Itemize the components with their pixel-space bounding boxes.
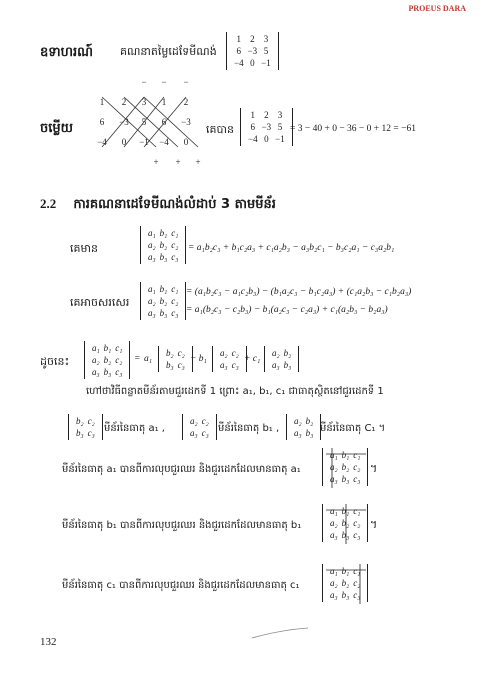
sarrus-cell: 1 xyxy=(161,97,167,107)
matrix-cell: c₃ xyxy=(177,360,185,370)
matrix-cell: a₁ xyxy=(148,228,156,238)
therefore-matrix xyxy=(84,341,130,379)
matrix-cell: a₁ xyxy=(330,450,338,460)
matrix-cell: 3 xyxy=(263,34,269,44)
strike-lines xyxy=(322,448,370,568)
strike-lines-c xyxy=(322,564,370,608)
matrix-cell: a₂ xyxy=(92,355,100,365)
section-title: ការគណនាដេទែមីណង់លំដាប់ 3 តាមមីន័រ xyxy=(73,197,276,212)
matrix-cell: c₁ xyxy=(171,284,179,294)
matrix-cell: b₁ xyxy=(159,284,168,294)
matrix-cell: −4 xyxy=(234,58,244,68)
sarrus-cell: 1 xyxy=(99,97,105,107)
matrix-cell: a₃ xyxy=(330,474,338,484)
matrix-cell: b₂ xyxy=(341,518,350,528)
coef-a: a₁ xyxy=(144,354,153,364)
therefore-label: ដូចនេះ xyxy=(40,355,70,368)
matrix-cell: b₁ xyxy=(103,343,112,353)
matrix-cell: 3 xyxy=(277,110,283,120)
matrix-cell: c₂ xyxy=(353,518,361,528)
minor-a-caption: មីន័រនៃធាតុ a₁ , xyxy=(104,423,165,434)
section-number: 2.2 xyxy=(40,196,57,211)
matrix-cell: b₂ xyxy=(159,296,168,306)
sarrus-cell: 5 xyxy=(141,117,147,127)
minor-b-caption: មីន័រនៃធាតុ b₁ , xyxy=(218,423,280,434)
matrix-cell: b₂ xyxy=(341,462,350,472)
matrix-cell: a₂ xyxy=(330,462,338,472)
matrix-cell: 2 xyxy=(264,110,269,120)
matrix-cell: a₁ xyxy=(330,566,338,576)
minor-a-matrix xyxy=(158,346,193,372)
matrix-cell: c₃ xyxy=(353,590,361,600)
matrix-cell: a₃ xyxy=(330,530,338,540)
matrix-cell: c₃ xyxy=(171,308,179,318)
matrix-cell: c₂ xyxy=(171,296,179,306)
sarrus-cell: 6 xyxy=(161,117,167,127)
matrix-cell: b₂ xyxy=(76,416,84,426)
explain-a-end: ។ xyxy=(370,462,378,475)
matrix-cell: c₂ xyxy=(171,240,179,250)
sarrus-cell: 3 xyxy=(141,97,147,107)
solution-matrix xyxy=(240,108,293,146)
sarrus-cell: 0 xyxy=(121,137,127,147)
plus-sign: + xyxy=(153,157,159,167)
matrix-cell: c₂ xyxy=(87,416,95,426)
matrix-cell: c₃ xyxy=(171,252,179,262)
matrix-cell: b₃ xyxy=(159,252,168,262)
matrix-cell: b₃ xyxy=(159,308,168,318)
matrix-cell: c₃ xyxy=(115,367,123,377)
matrix-cell: a₂ xyxy=(272,348,280,358)
explain-a: មីន័រនៃធាតុ a₁ បានពីការលុបជួរឈរ និងជួរដេកដែលមានធាតុ a₁ xyxy=(62,464,301,475)
matrix-cell: a₂ xyxy=(148,296,156,306)
matrix-cell: −3 xyxy=(247,46,258,56)
have-matrix xyxy=(140,226,186,264)
solution-result: = 3 − 40 + 0 − 36 − 0 + 12 = −61 xyxy=(290,124,416,134)
matrix-cell: −1 xyxy=(261,58,271,68)
sarrus-cell: −3 xyxy=(181,117,191,127)
sarrus-cell: −4 xyxy=(159,137,169,147)
matrix-cell: a₃ xyxy=(220,360,228,370)
matrix-cell: a₃ xyxy=(92,367,100,377)
sarrus-cell: −1 xyxy=(139,137,149,147)
therefore-note: ហៅថាវិធីពន្លាតមីន័រតាមជួរដេកទី 1 ព្រោះ a₁, b₁, c₁ ជាធាតុស្ថិតនៅជួរដេកទី 1 xyxy=(86,386,384,397)
matrix-cell: −1 xyxy=(275,134,285,144)
matrix-cell: a₁ xyxy=(92,343,100,353)
matrix-cell: a₃ xyxy=(294,428,302,438)
matrix-cell: 1 xyxy=(236,34,242,44)
matrix-cell: 6 xyxy=(250,122,256,132)
op-c: + c₁ xyxy=(244,354,261,364)
rewrite-line1: = (a₁b₂c₃ − a₁c₂b₃) − (b₁a₂c₃ − b₁c₂a₃) + (c₁a₂b₃ − c₁b₂a₃) xyxy=(186,287,412,297)
explain-b-end: ។ xyxy=(370,518,378,531)
matrix-cell: c₁ xyxy=(353,506,361,516)
matrix-cell: c₃ xyxy=(353,474,361,484)
matrix-cell: c₂ xyxy=(115,355,123,365)
matrix-cell: a₃ xyxy=(272,360,280,370)
matrix-cell: b₃ xyxy=(341,474,350,484)
rewrite-line2: = a₁(b₂c₃ − c₂b₃) − b₁(a₂c₃ − c₂a₃) + c₁(a₂b₃ − b₂a₃) xyxy=(186,305,388,315)
plus-sign: + xyxy=(175,157,181,167)
matrix-cell: a₂ xyxy=(148,240,156,250)
minor-c-matrix xyxy=(264,346,299,372)
matrix-cell: 5 xyxy=(277,122,283,132)
matrix-cell: b₁ xyxy=(159,228,168,238)
plus-sign: + xyxy=(195,157,201,167)
matrix-cell: a₂ xyxy=(294,416,302,426)
matrix-cell: b₂ xyxy=(283,348,292,358)
matrix-cell: b₁ xyxy=(341,566,350,576)
sarrus-cell: 2 xyxy=(121,97,127,107)
minor-b-repeat xyxy=(182,414,217,440)
matrix-cell: c₁ xyxy=(171,228,179,238)
matrix-cell: c₂ xyxy=(177,348,185,358)
matrix-cell: b₃ xyxy=(103,367,112,377)
explain-c: មីន័រនៃធាតុ c₁ បានពីការលុបជួរឈរ និងជួរដេកដែលមានធាតុ c₁ xyxy=(62,580,300,591)
sarrus-cell: 0 xyxy=(183,137,189,147)
minor-c-repeat xyxy=(286,414,321,440)
matrix-cell: c₃ xyxy=(231,360,239,370)
rewrite-label: គេអាចសរសេរ xyxy=(70,296,130,309)
matrix-cell: a₂ xyxy=(330,518,338,528)
matrix-cell: a₃ xyxy=(148,308,156,318)
matrix-cell: −3 xyxy=(261,122,272,132)
sarrus-cell: −4 xyxy=(97,137,107,147)
matrix-cell: b₃ xyxy=(166,360,174,370)
explain-b: មីន័រនៃធាតុ b₁ បានពីការលុបជួរឈរ និងជួរដេកដែលមានធាតុ b₁ xyxy=(62,520,302,531)
matrix-cell: b₃ xyxy=(76,428,84,438)
matrix-cell: 1 xyxy=(250,110,256,120)
matrix-cell: 6 xyxy=(236,46,242,56)
sarrus-cell: 6 xyxy=(99,117,105,127)
matrix-cell: b₃ xyxy=(341,590,350,600)
matrix-cell: b₂ xyxy=(341,578,350,588)
matrix-cell: b₃ xyxy=(305,428,314,438)
matrix-cell: b₂ xyxy=(159,240,168,250)
matrix-cell: c₁ xyxy=(115,343,123,353)
matrix-cell: a₂ xyxy=(220,348,228,358)
matrix-cell: c₃ xyxy=(201,428,209,438)
minus-sign: − xyxy=(161,77,167,87)
matrix-cell: c₂ xyxy=(231,348,239,358)
matrix-cell: 5 xyxy=(263,46,269,56)
have-formula: = a₁b₂c₃ + b₁c₂a₃ + c₁a₂b₃ − a₃b₂c₁ − b₃c₂a₁ − c₃a₂b₁ xyxy=(188,243,395,253)
matrix-cell: a₃ xyxy=(148,252,156,262)
minus-sign: − xyxy=(141,77,147,87)
sarrus-diagram xyxy=(86,75,206,171)
matrix-cell: c₁ xyxy=(353,566,361,576)
pen-stroke xyxy=(250,626,310,640)
therefore-eq: = xyxy=(134,354,141,364)
matrix-cell: c₂ xyxy=(353,462,361,472)
op-b: − b₁ xyxy=(190,354,207,364)
solution-label: ចម្លើយ xyxy=(40,121,74,136)
matrix-cell: a₁ xyxy=(330,506,338,516)
matrix-cell: b₂ xyxy=(166,348,174,358)
matrix-cell: b₁ xyxy=(341,506,350,516)
have-label: គេមាន xyxy=(70,242,98,255)
matrix-cell: c₃ xyxy=(353,530,361,540)
minor-b-matrix xyxy=(212,346,247,372)
sarrus-cell: 2 xyxy=(183,97,189,107)
matrix-cell: 0 xyxy=(264,134,269,144)
minor-a-repeat xyxy=(68,414,103,440)
matrix-cell: 0 xyxy=(250,58,255,68)
matrix-cell: c₂ xyxy=(201,416,209,426)
matrix-cell: a₂ xyxy=(190,416,198,426)
example-label: ឧទាហរណ៍ xyxy=(40,45,94,60)
example-prompt: គណនាតម្លៃដេទែមីណង់ xyxy=(120,45,217,58)
sarrus-cell: −3 xyxy=(119,117,129,127)
rewrite-matrix xyxy=(140,282,186,320)
matrix-cell: a₃ xyxy=(190,428,198,438)
example-matrix xyxy=(226,32,279,70)
matrix-cell: −4 xyxy=(248,134,258,144)
matrix-cell: 2 xyxy=(250,34,255,44)
matrix-cell: a₃ xyxy=(330,590,338,600)
matrix-cell: a₁ xyxy=(148,284,156,294)
matrix-cell: a₂ xyxy=(330,578,338,588)
matrix-cell: b₂ xyxy=(103,355,112,365)
matrix-cell: c₂ xyxy=(353,578,361,588)
section-heading xyxy=(40,193,276,215)
brand-header: PROEUS DARA xyxy=(408,4,466,13)
matrix-cell: b₂ xyxy=(305,416,314,426)
minus-sign: − xyxy=(183,77,189,87)
minor-c-caption: មីន័រនៃធាតុ C₁ ។ xyxy=(320,423,386,434)
matrix-cell: b₁ xyxy=(341,450,350,460)
page-number: 132 xyxy=(40,636,57,648)
result-label: គេបាន xyxy=(206,123,234,136)
matrix-cell: b₃ xyxy=(283,360,292,370)
matrix-cell: c₁ xyxy=(353,450,361,460)
matrix-cell: c₃ xyxy=(87,428,95,438)
matrix-cell: b₃ xyxy=(341,530,350,540)
